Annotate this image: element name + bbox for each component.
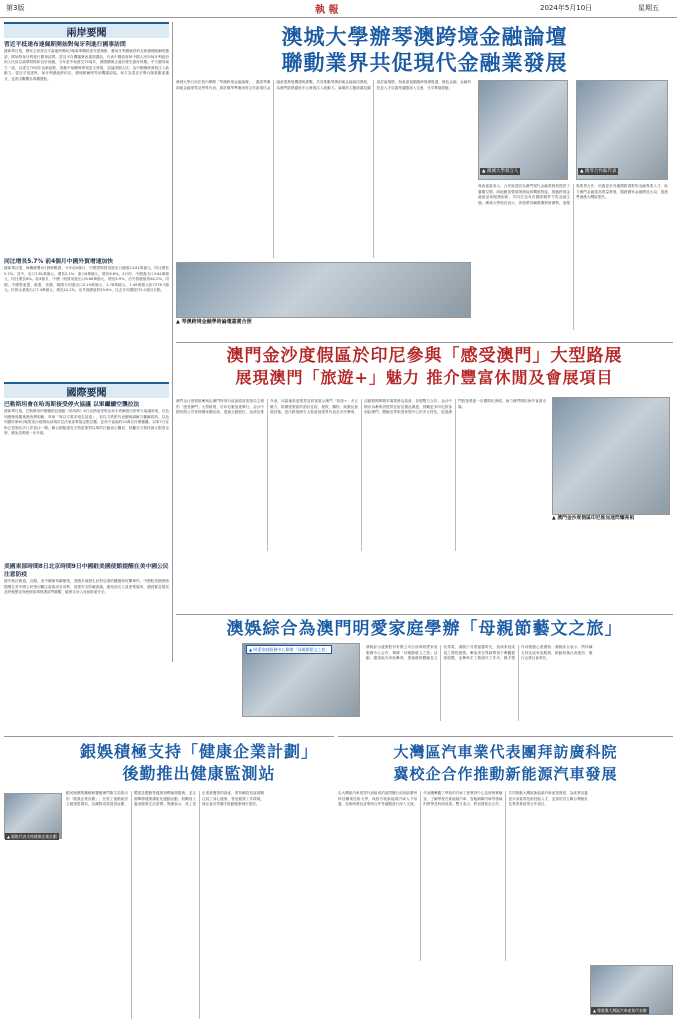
article-galaxy-health bbox=[4, 736, 334, 1022]
subheadline: 後勤推出健康監測站 bbox=[122, 764, 276, 783]
subheadline: 聯動業界共促現代金融業發展 bbox=[281, 50, 568, 75]
article-sands-roadshow bbox=[176, 342, 673, 602]
article-title: 同比增長5.7% 前4個月中國外貿增速加快 bbox=[4, 259, 114, 265]
weekday: 星期五 bbox=[638, 4, 659, 12]
roadshow-photo bbox=[552, 397, 670, 515]
photo-caption: ▲ 明愛家庭服務中心舉辦「母親節藝文之旅」 bbox=[246, 645, 332, 654]
article-body: 澳城大學日前在校內舉辦「琴澳跨境金融論壇」，邀請琴澳兩地金融業界及學界代表，探討橫琴粵澳深度合作區現代金融產業發展機遇與挑戰，共同推動琴澳兩地金融協同發展，為澳門經濟適度多元發展注入新動力。論壇設主題演講及圓桌討論環節，與會嘉賓圍繞跨境理財通、綠色金融、金融科技及人才培養等議題深入交流，分享實踐經驗。 bbox=[176, 80, 471, 90]
article-title: 習近平抵達布達佩斯開始對匈牙利進行國事訪問 bbox=[4, 42, 126, 48]
headline: 澳門金沙度假區於印尼參與「感受澳門」大型路展 bbox=[226, 346, 623, 366]
speaker-photo bbox=[478, 80, 568, 180]
photo-caption: ▲ 澳門金沙度假區印尼推加速閃耀亮相 bbox=[552, 516, 635, 521]
article-body: 銀河娛樂集團積極響應澳門衛生局推出的「健康企業計劃」，在員工後勤區設立健康監測站，為團隊成員提供血壓、體重及體脂等健康指標檢測服務，並定期舉辦健康講座及運動活動，鼓勵員工養成健康生活習慣。集團表示，員工是企業最寶貴的資產，將持續投放資源關注員工身心健康，營造健康工作環境，與社會各界攜手推動健康城市建設。 bbox=[66, 791, 264, 807]
article-body: 據新華社電，國家主席習近平當地時間8日晚乘專機抵達布達佩斯，應匈牙利總統舒約克和總理歐爾班邀請，開始對匈牙利進行國事訪問。習近平在機場發表書面講話，代表中國政府和中國人民向匈牙利政府和人民致以誠摯問候和良好祝願。今年是中匈建交75周年，兩國關係正處於歷史最好時期。中方願同匈方一道，以建交75周年為新起點，推動中匈關係實現更大發展，造福兩國人民，為中歐關係發展注入新動力。習近平抵達時，匈牙利總統舒約克、總理歐爾班等到機場迎接。匈方為習近平舉行隆重歡迎儀式，並派出戰機為專機護航。 bbox=[4, 49, 169, 81]
section-bar-cross-strait: 兩岸要聞 bbox=[4, 22, 169, 38]
photo-caption: ▲ 粵港澳大灣區汽車產業代表團 bbox=[593, 1008, 647, 1013]
article-body: 澳娛綜合渡假股份有限公司日前與明愛家庭服務中心合作，舉辦「母親節藝文之旅」活動，邀請區內家庭參與，透過藝術體驗及文化導賞，讓親子共度溫馨時光，加深家庭成員之間的感情。參加者在導師帶領下參觀藝術展覽，並參與手工藝創作工作坊，親手製作母親節心意禮物。澳娛綜合表示，將持續支持社區家庭服務，推動和諧社會建設，履行企業社會責任。 bbox=[366, 645, 593, 661]
masthead: 執 報 bbox=[315, 5, 339, 16]
subheadline: 冀校企合作推動新能源汽車發展 bbox=[393, 765, 618, 783]
page-number: 第3版 bbox=[6, 4, 25, 12]
photo-caption: ▲ 澳城大學發言人 bbox=[482, 169, 519, 174]
headline: 澳城大學辦琴澳跨境金融論壇 bbox=[281, 24, 568, 49]
photo-caption: ▲ 銀娛代表支持健康企業計劃 bbox=[7, 834, 57, 839]
article-mothers-day bbox=[176, 614, 673, 728]
article-title: 美國東部時間8日北京時間9日中國駐美國使館提醒在美中國公民注意防疫 bbox=[4, 564, 169, 578]
subheadline: 展現澳門「旅遊+」魅力 推介豐富休閒及會展項目 bbox=[235, 368, 614, 387]
article-body: 與會嘉賓表示，合作區建設為澳門現代金融業發展提供了廣闊空間，兩地應加強規則銜接和機制對接，推動跨境金融產品和服務創新，共同打造具有國際競爭力的金融生態。澳城大學校長表示，該校將持續發揮教研優勢，加強與業界合作，培養更多具備國際視野的金融專業人才，助力澳門金融業高質量發展，服務國家金融開放大局，促進粵港澳大灣區建設。 bbox=[478, 184, 668, 205]
headline: 澳娛綜合為澳門明愛家庭學辦「母親節藝文之旅」 bbox=[226, 619, 623, 639]
group-photo bbox=[176, 262, 471, 318]
date: 2024年5月10日 bbox=[540, 4, 593, 12]
article-body: 據中新社報道，近期，美中關係持續緊張，美國多地發生針對亞裔的騷擾和攻擊事件。中國駐美國使館提醒在美中國公民密切關注當地治安形勢，加強安全防範意識，避免前往人員密集場所，遇到緊急情況及時報警並與使館領事保護部門聯繫，確保自身人身和財產安全。 bbox=[4, 579, 169, 595]
article-finance-forum bbox=[176, 24, 673, 324]
article-title: 巴勒斯坦會在哈馬斯接受停火協議 以軍繼續空襲拉法 bbox=[4, 402, 140, 408]
article-body: 據新華社電，巴勒斯坦伊斯蘭抵抗運動（哈馬斯）6日宣佈接受埃及和卡塔爾提出的停火協議草案。以色列總理府隨後發表聲明稱，草案「與以方要求相去甚遠」，但以方將派代表團與調解方繼續談判。以色列國防軍6日晚對加沙地帶南部城市拉法東部實施定點空襲，並命令當地約10萬名民眾撤離。以軍7日宣佈已控制拉法口岸加沙一側。聯合國秘書長古特雷斯對以軍的行動表示關切，呼籲各方保持最大限度克制，避免局勢進一步升級。 bbox=[4, 409, 169, 436]
photo-caption: ▲ 澳琴合作區代表 bbox=[580, 169, 617, 174]
section-bar-international: 國際要聞 bbox=[4, 382, 169, 398]
speaker-photo bbox=[576, 80, 668, 180]
page-header bbox=[0, 0, 677, 18]
article-gba-auto bbox=[338, 736, 673, 1022]
headline: 銀娛積極支持「健康企業計劃」 bbox=[79, 742, 318, 761]
event-photo bbox=[242, 643, 360, 717]
column-divider bbox=[172, 22, 173, 662]
photo-caption: ▲ 琴澳跨境金融學術論壇嘉賓合照 bbox=[176, 319, 252, 325]
headline: 大灣區汽車業代表團拜訪廣科院 bbox=[393, 743, 618, 761]
article-body: 據新華社電，海關總署9日發佈數據，今年前4個月，中國貨物貿易進出口總值13.81萬億元，同比增長5.7%。其中，出口7.81萬億元，增長5.1%；進口6萬億元，增長6.6%。4月份，中國進出口3.64萬億元，同比增長8%。前4個月，中國一般貿易進出口8.86萬億元，增長4.9%，佔外貿總值的64.2%。同期，中國對東盟、歐盟、美國、韓國分別進出口2.19萬億元、1.78萬億元、1.49萬億元和7276.7億元。民營企業進出口7.4萬億元，增長10.2%，佔外貿總值的53.6%，比去年同期提升2.1個百分點。 bbox=[4, 266, 169, 293]
article-body: 澳門金沙度假區參與由澳門特別行政區政府旅遊局主辦的「感受澳門」大型路展，於印尼雅加達舉行。金沙中國有限公司管理層率團出席，透過互動展位、表演及推介會，向當地旅遊業界及旅客展示澳門「旅遊+」多元魅力，推廣度假區的酒店住宿、餐飲、購物、娛樂及會展設施。是次路展吸引大批當地業界代表及市民參與，活動期間舉辦多場業務洽談會，加強雙方合作。金沙中國亦為參與者提供住宿及禮品優惠，鼓勵更多印尼旅客到訪澳門，體驗世界旅遊休閒中心的多元特色，促進澳門旅遊業進一步國際化發展，助力澳門開拓海外客源市場。 bbox=[176, 399, 546, 415]
article-body: 由大灣區汽車業界代表組成的訪問團日前到訪廣州科技職業技術大學，與校方就新能源汽車人才培養、技術研發及產學研合作等議題進行深入交流。代表團參觀了學校的汽車工程實訓中心及研發實驗室，了解學校在新能源汽車、智能網聯汽車等領域的教學及科研成果。雙方表示，將加強校企合作，共同推動大灣區新能源汽車產業發展，為產業培養更多高素質技術技能人才，並探討設立聯合實驗室及實習基地等合作項目。 bbox=[338, 791, 588, 807]
